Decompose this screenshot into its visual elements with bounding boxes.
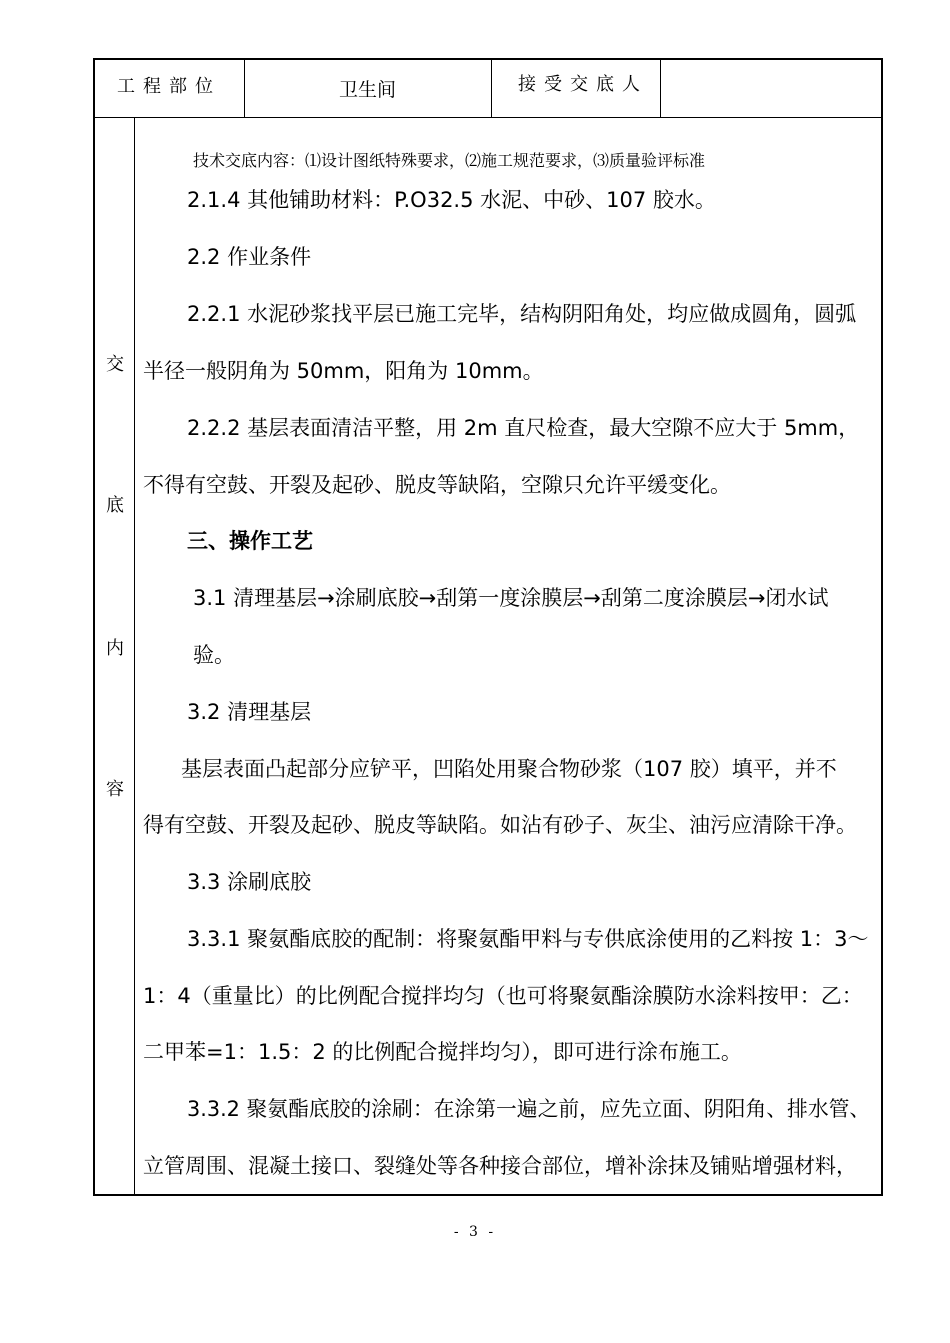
content-line: 二甲苯=1：1.5：2 的比例配合搅拌均匀），即可进行涂布施工。: [143, 1040, 742, 1064]
content-line: 3.3.1 聚氨酯底胶的配制：将聚氨酯甲料与专供底涂使用的乙料按 1：3～: [187, 927, 869, 951]
content-line: 半径一般阴角为 50mm，阳角为 10mm。: [143, 359, 544, 383]
receiver-value-cell: [661, 60, 881, 117]
project-value: 卫生间: [339, 79, 397, 101]
content-line: 3.3 涂刷底胶: [187, 870, 312, 894]
content-line: 验。: [193, 643, 235, 667]
content-line: 基层表面凸起部分应铲平，凹陷处用聚合物砂浆（107 胶）填平，并不: [181, 757, 837, 781]
content-line: 2.2.2 基层表面清洁平整，用 2m 直尺检查，最大空隙不应大于 5mm，: [187, 416, 860, 440]
intro-line: 技术交底内容：⑴设计图纸特殊要求，⑵施工规范要求，⑶质量验评标准: [193, 151, 706, 170]
side-char: 交: [106, 354, 124, 375]
side-label-column: [95, 118, 135, 1194]
receiver-label: 接受交底人: [518, 74, 648, 95]
side-char: 底: [106, 495, 124, 516]
content-line: 3.1 清理基层→涂刷底胶→刮第一度涂膜层→刮第二度涂膜层→闭水试: [193, 586, 829, 610]
content-line: 3.3.2 聚氨酯底胶的涂刷：在涂第一遍之前，应先立面、阴阳角、排水管、: [187, 1097, 871, 1121]
project-value-cell: [245, 60, 492, 117]
content-line: 不得有空鼓、开裂及起砂、脱皮等缺陷，空隙只允许平缓变化。: [143, 473, 731, 497]
content-line: 立管周围、混凝土接口、裂缝处等各种接合部位，增补涂抹及铺贴增强材料，: [143, 1154, 857, 1178]
project-label-cell: [95, 60, 245, 117]
content-line: 1：4（重量比）的比例配合搅拌均匀（也可将聚氨酯涂膜防水涂料按甲：乙：: [143, 984, 863, 1008]
table-header-row: [95, 60, 881, 118]
content-line: 3.2 清理基层: [187, 700, 312, 724]
receiver-label-cell: [492, 60, 661, 117]
section-heading: 三、操作工艺: [187, 529, 313, 553]
content-line: 2.1.4 其他铺助材料：P.O32.5 水泥、中砂、107 胶水。: [187, 188, 716, 212]
content-line: 得有空鼓、开裂及起砂、脱皮等缺陷。如沾有砂子、灰尘、油污应清除干净。: [143, 813, 857, 837]
side-char: 内: [106, 638, 124, 659]
content-line: 2.2 作业条件: [187, 245, 312, 269]
disclosure-table: [93, 58, 883, 1196]
project-label: 工程部位: [117, 76, 221, 97]
side-char: 容: [106, 779, 124, 800]
content-line: 2.2.1 水泥砂浆找平层已施工完毕，结构阴阳角处，均应做成圆角，圆弧: [187, 302, 857, 326]
page-number: - 3 -: [453, 1224, 497, 1240]
disclosure-content: [135, 118, 881, 1194]
